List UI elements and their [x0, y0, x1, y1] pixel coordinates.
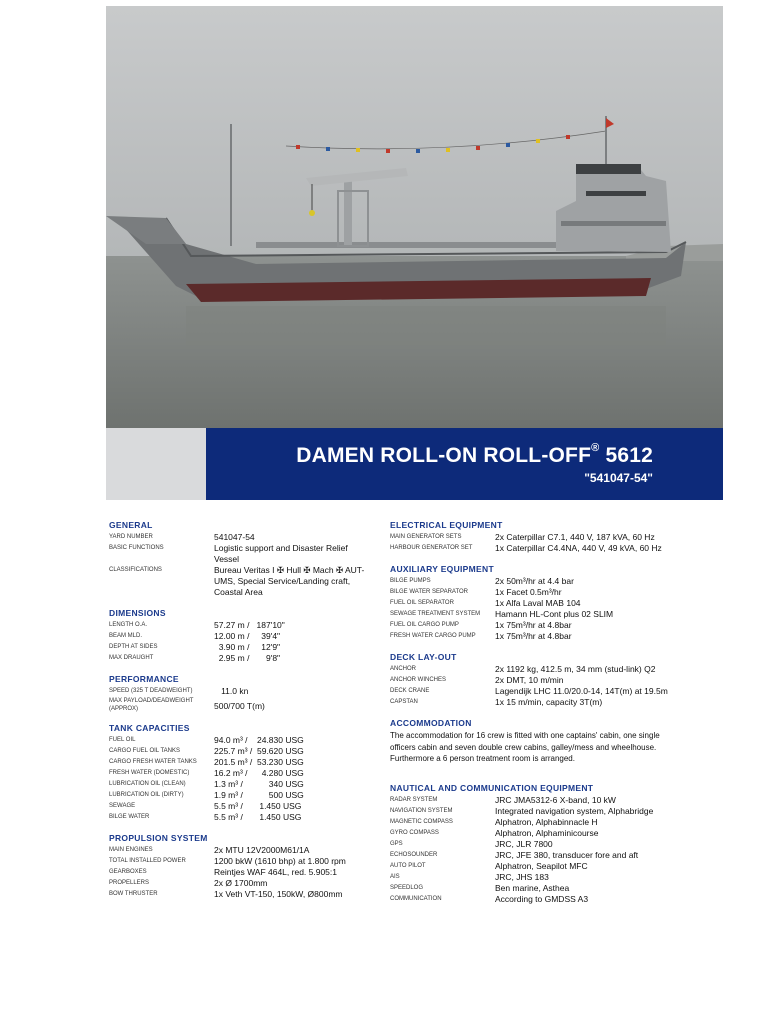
- spec-label: MAIN ENGINES: [109, 847, 153, 853]
- vessel-photo: [106, 6, 723, 428]
- spec-value: 1x Facet 0.5m³/hr: [495, 587, 562, 597]
- spec-label: AUTO PILOT: [390, 862, 426, 869]
- section-performance: [109, 674, 371, 713]
- spec-value: 11.0 kn: [214, 686, 249, 696]
- spec-value: 1x 75m³/hr at 4.8bar: [495, 631, 572, 641]
- spec-value: 1x 15 m/min, capacity 3T(m): [495, 697, 603, 707]
- spec-label: GYRO COMPASS: [390, 829, 439, 836]
- spec-value: 500/700 T(m): [214, 701, 265, 711]
- spec-value: Alphatron, Alphabinnacle H: [495, 816, 598, 827]
- spec-label: FUEL OIL: [109, 737, 136, 743]
- spec-value: Bureau Veritas I ✠ Hull ✠ Mach ✠ AUT-UMS, Special Service/Landing craft, Coastal Area: [214, 565, 365, 597]
- banner-grey-block: [106, 428, 206, 500]
- spec-row: [109, 532, 371, 543]
- section-heading: ACCOMMODATION: [390, 718, 472, 728]
- spec-value: 3.90 m / 12'9": [214, 642, 281, 652]
- section-heading: DECK LAY-OUT: [390, 652, 457, 662]
- spec-value: 1x Veth VT-150, 150kW, Ø800mm: [214, 889, 343, 899]
- spec-label: SPEED (325 T DEADWEIGHT): [109, 688, 193, 694]
- spec-row: [390, 850, 690, 861]
- spec-value: 2.95 m / 9'8": [214, 653, 281, 663]
- spec-row: [109, 768, 371, 779]
- spec-label: MAX DRAUGHT: [109, 655, 154, 661]
- section-heading: DIMENSIONS: [109, 608, 166, 618]
- spec-value: 94.0 m³ / 24.830 USG: [214, 735, 304, 745]
- spec-row: [390, 839, 690, 850]
- spec-value: 1x Alfa Laval MAB 104: [495, 598, 581, 608]
- spec-label: SPEEDLOG: [390, 884, 424, 891]
- spec-value: 541047-54: [214, 532, 255, 542]
- spec-row: [390, 861, 690, 872]
- spec-label: CLASSIFICATIONS: [109, 567, 162, 573]
- spec-label: CARGO FRESH WATER TANKS: [109, 759, 197, 765]
- spec-value: Ben marine, Asthea: [495, 882, 570, 893]
- spec-value: 1.9 m³ / 500 USG: [214, 790, 304, 800]
- spec-value: 12.00 m / 39'4": [214, 631, 281, 641]
- section-propulsion: [109, 833, 371, 900]
- spec-label: LUBRICATION OIL (CLEAN): [109, 781, 186, 787]
- spec-row: [390, 817, 690, 828]
- section-nautical: [390, 783, 690, 905]
- spec-value: 225.7 m³ / 59.620 USG: [214, 746, 304, 756]
- section-accommodation: [390, 718, 690, 765]
- spec-label: GPS: [390, 840, 403, 847]
- section-tank-capacities: [109, 723, 371, 823]
- spec-row: [109, 631, 371, 642]
- spec-row: [390, 806, 690, 817]
- spec-value: 2x MTU 12V2000M61/1A: [214, 845, 310, 855]
- spec-label: CAPSTAN: [390, 699, 418, 705]
- spec-value: According to GMDSS A3: [495, 893, 589, 904]
- spec-label: LUBRICATION OIL (DIRTY): [109, 792, 184, 798]
- spec-row: [109, 746, 371, 757]
- spec-label: PROPELLERS: [109, 880, 150, 886]
- spec-label: FRESH WATER CARGO PUMP: [390, 633, 476, 639]
- spec-label: BOW THRUSTER: [109, 891, 158, 897]
- spec-row: [109, 735, 371, 746]
- spec-label: MAGNETIC COMPASS: [390, 818, 453, 825]
- spec-row: [109, 653, 371, 664]
- spec-value: JRC JMA5312-6 X-band, 10 kW: [495, 794, 616, 805]
- spec-label: ANCHOR: [390, 666, 417, 672]
- spec-value: 57.27 m / 187'10": [214, 620, 285, 630]
- spec-row: [390, 609, 690, 620]
- right-column: [390, 520, 690, 915]
- spec-value: 1x 75m³/hr at 4.8bar: [495, 620, 572, 630]
- spec-label: GEARBOXES: [109, 869, 147, 875]
- spec-label: COMMUNICATION: [390, 895, 442, 902]
- spec-row: [109, 812, 371, 823]
- accommodation-text: The accommodation for 16 crew is fitted with one captains' cabin, one single officers cabin and seven double crew cabins, galley/mess and wheelhouse. Furthermore a 6 person treatment room is arranged.: [390, 731, 660, 763]
- spec-value: Alphatron, Seapilot MFC: [495, 860, 588, 871]
- section-heading: ELECTRICAL EQUIPMENT: [390, 520, 503, 530]
- spec-row: [109, 790, 371, 801]
- spec-label: BEAM MLD.: [109, 633, 143, 639]
- spec-row: [390, 872, 690, 883]
- spec-label: MAIN GENERATOR SETS: [390, 534, 462, 540]
- spec-value: Logistic support and Disaster Relief Vessel: [214, 543, 348, 564]
- spec-row: [390, 587, 690, 598]
- spec-row: [390, 620, 690, 631]
- section-heading: NAUTICAL AND COMMUNICATION EQUIPMENT: [390, 782, 594, 793]
- spec-row: [390, 675, 690, 686]
- title-banner: [206, 428, 723, 500]
- spec-label: ANCHOR WINCHES: [390, 677, 447, 683]
- spec-label: ECHOSOUNDER: [390, 851, 438, 858]
- spec-label: TOTAL INSTALLED POWER: [109, 858, 186, 864]
- spec-label: DECK CRANE: [390, 688, 430, 694]
- spec-label: BILGE WATER: [109, 814, 150, 820]
- spec-value: 5.5 m³ / 1.450 USG: [214, 801, 302, 811]
- section-electrical: [390, 520, 690, 554]
- spec-label: AIS: [390, 873, 400, 880]
- spec-row: [390, 894, 690, 905]
- spec-row: [109, 697, 371, 713]
- spec-value: 2x Caterpillar C7.1, 440 V, 187 kVA, 60 Hz: [495, 532, 655, 542]
- spec-row: [109, 757, 371, 768]
- spec-row: [390, 883, 690, 894]
- section-heading: AUXILIARY EQUIPMENT: [390, 564, 494, 574]
- section-auxiliary: [390, 564, 690, 642]
- section-general: [109, 520, 371, 598]
- spec-value: Alphatron, Alphaminicourse: [495, 827, 599, 838]
- spec-label: NAVIGATION SYSTEM: [390, 807, 453, 814]
- spec-value: JRC, JHS 183: [495, 871, 549, 882]
- spec-row: [109, 845, 371, 856]
- spec-value: 1200 bkW (1610 bhp) at 1.800 rpm: [214, 856, 346, 866]
- spec-value: Hamann HL-Cont plus 02 SLIM: [495, 609, 614, 619]
- section-dimensions: [109, 608, 371, 664]
- spec-row: [390, 532, 690, 543]
- spec-row: [109, 878, 371, 889]
- spec-value: 2x DMT, 10 m/min: [495, 675, 564, 685]
- spec-value: Reintjes WAF 464L, red. 5.905:1: [214, 867, 338, 877]
- spec-row: [390, 795, 690, 806]
- spec-label: SEWAGE: [109, 803, 136, 809]
- spec-label: YARD NUMBER: [109, 534, 153, 540]
- section-heading: PROPULSION SYSTEM: [109, 833, 208, 843]
- section-deck-layout: [390, 652, 690, 708]
- spec-value: 1x Caterpillar C4.4NA, 440 V, 49 kVA, 60 Hz: [495, 543, 662, 553]
- spec-value: 2x 50m³/hr at 4.4 bar: [495, 576, 574, 586]
- spec-row: [109, 686, 371, 697]
- spec-row: [109, 565, 371, 598]
- spec-label: CARGO FUEL OIL TANKS: [109, 748, 181, 754]
- spec-row: [390, 598, 690, 609]
- spec-row: [109, 856, 371, 867]
- spec-label: FUEL OIL SEPARATOR: [390, 600, 454, 606]
- spec-label: FUEL OIL CARGO PUMP: [390, 622, 459, 628]
- section-heading: GENERAL: [109, 520, 153, 530]
- spec-label: DEPTH AT SIDES: [109, 644, 158, 650]
- spec-row: [109, 801, 371, 812]
- page-title: DAMEN ROLL-ON ROLL-OFF® 5612: [296, 442, 653, 467]
- spec-value: Lagendijk LHC 11.0/20.0-14, 14T(m) at 19.5m: [495, 686, 668, 696]
- section-heading: PERFORMANCE: [109, 674, 179, 684]
- spec-value: JRC, JLR 7800: [495, 838, 553, 849]
- spec-label: RADAR SYSTEM: [390, 796, 438, 803]
- spec-value: 201.5 m³ / 53.230 USG: [214, 757, 304, 767]
- yard-code: "541047-54": [584, 471, 653, 485]
- spec-value: 2x Ø 1700mm: [214, 878, 268, 888]
- spec-label: SEWAGE TREATMENT SYSTEM: [390, 611, 481, 617]
- spec-value: 2x 1192 kg, 412.5 m, 34 mm (stud-link) Q2: [495, 664, 656, 674]
- spec-label: BILGE PUMPS: [390, 578, 431, 584]
- spec-row: [390, 543, 690, 554]
- spec-row: [109, 543, 371, 565]
- spec-label: MAX PAYLOAD/DEADWEIGHT (APPROX): [109, 698, 194, 712]
- spec-label: LENGTH O.A.: [109, 622, 148, 628]
- spec-row: [109, 779, 371, 790]
- spec-value: 16.2 m³ / 4.280 USG: [214, 768, 304, 778]
- spec-row: [390, 576, 690, 587]
- spec-row: [109, 642, 371, 653]
- spec-value: JRC, JFE 380, transducer fore and aft: [495, 849, 639, 860]
- spec-row: [109, 620, 371, 631]
- spec-row: [390, 631, 690, 642]
- spec-value: Integrated navigation system, Alphabridge: [495, 805, 654, 816]
- left-column: [109, 520, 371, 910]
- spec-label: BILGE WATER SEPARATOR: [390, 589, 469, 595]
- spec-row: [390, 686, 690, 697]
- section-heading: TANK CAPACITIES: [109, 723, 190, 733]
- spec-value: 5.5 m³ / 1.450 USG: [214, 812, 302, 822]
- spec-label: HARBOUR GENERATOR SET: [390, 545, 473, 551]
- spec-label: BASIC FUNCTIONS: [109, 545, 164, 551]
- spec-row: [390, 697, 690, 708]
- spec-row: [390, 664, 690, 675]
- spec-row: [109, 867, 371, 878]
- spec-row: [109, 889, 371, 900]
- spec-value: 1.3 m³ / 340 USG: [214, 779, 304, 789]
- spec-row: [390, 828, 690, 839]
- spec-label: FRESH WATER (DOMESTIC): [109, 770, 190, 776]
